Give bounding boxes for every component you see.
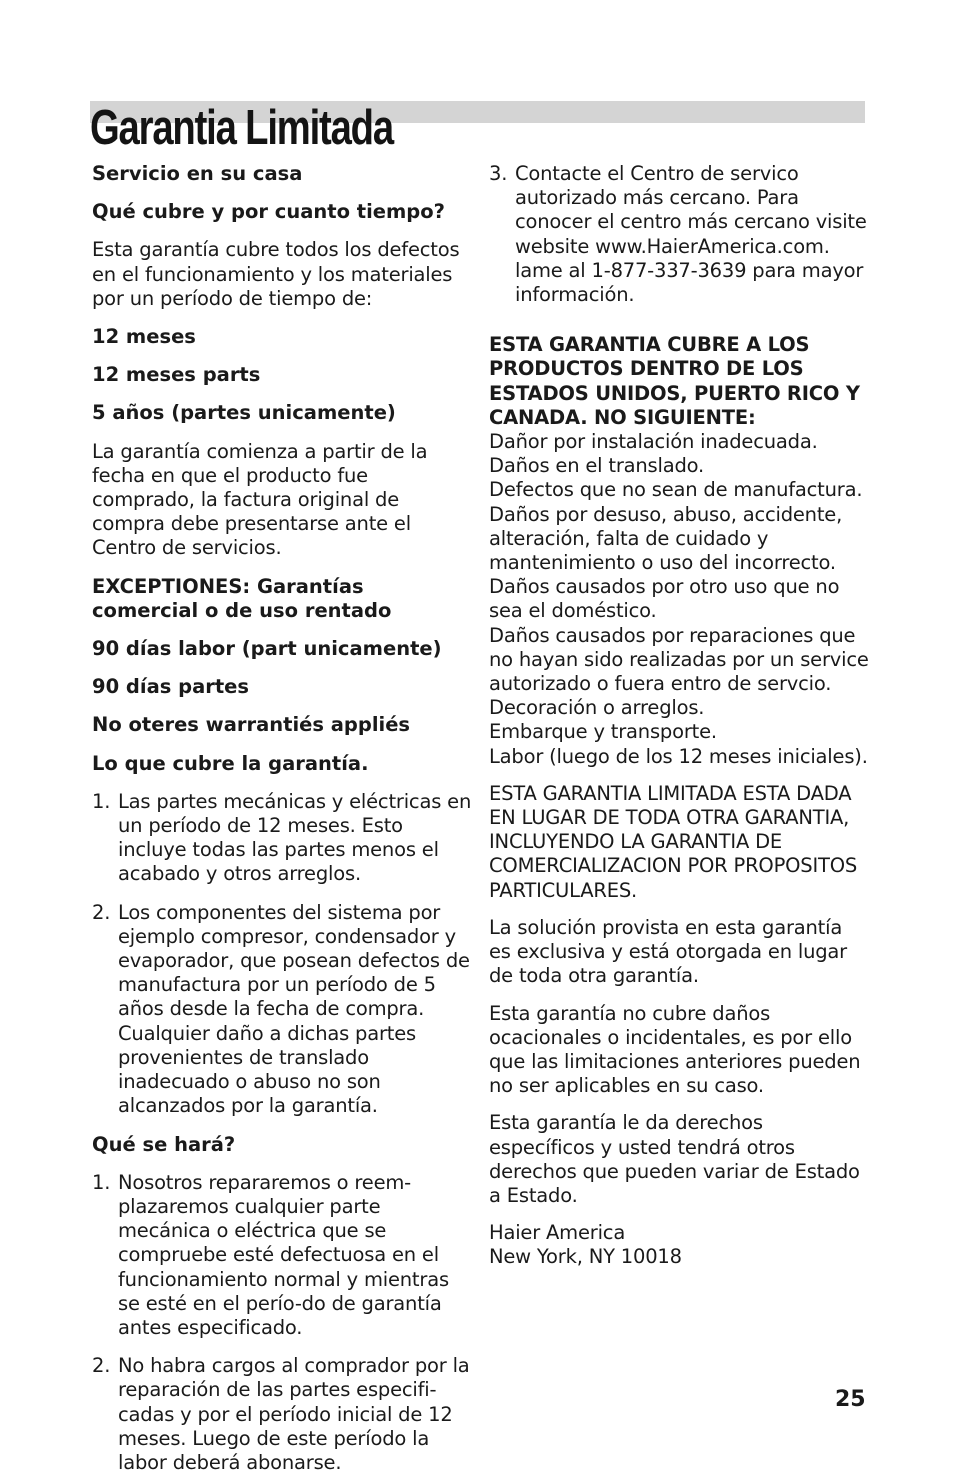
done-item (92, 1171, 472, 1340)
covered-item (92, 901, 472, 1119)
exclusive-solution: La solución provista en esta garantía es exclusiva y está otorgada en lugar de toda otra garantía. (489, 915, 847, 988)
exclusion-item: Embarque y transporte. (489, 720, 717, 744)
specific-rights: Esta garantía le da derechos específicos y usted tendrá otros derechos que pueden variar de Estado a Estado. (489, 1111, 860, 1207)
scope-heading: ESTA GARANTIA CUBRE A LOS PRODUCTOS DENTRO DE LOS ESTADOS UNIDOS, PUERTO RICO Y CANADA. NO SIGUIENTE: (489, 333, 860, 429)
list-text: Las partes mecánicas y eléctricas en un período de 12 meses. Esto incluye todas las partes menos el acabado y otros arreglos. (118, 789, 472, 886)
start-text: La garantía comienza a partir de la fecha en que el producto fue comprado, la factura original de compra debe presentarse ante el Centro de servicios. (92, 439, 428, 560)
what-covered-heading: Lo que cubre la garantía. (92, 751, 369, 775)
list-number: 1. (92, 789, 111, 813)
exclusions-list (489, 430, 869, 769)
parts-90-days: 90 días partes (92, 675, 250, 699)
left-column (92, 162, 472, 1475)
exclusion-item: Daños por desuso, abuso, accidente, alteración, falta de cuidado y mantenimiento o uso del incorrecto. (489, 502, 843, 575)
company-address: New York, NY 10018 (489, 1245, 682, 1269)
exclusion-item: Daños en el translado. (489, 454, 705, 478)
list-number: 2. (92, 900, 111, 924)
list-number: 3. (489, 162, 508, 185)
exclusion-item: Daños causados por reparaciones que no hayan sido realizadas por un service autorizado o fuera entro de servcio. (489, 623, 869, 696)
list-number: 1. (92, 1170, 111, 1194)
page-title: Garantia Limitada (90, 101, 393, 155)
exclusion-item: Defectos que no sean de manufactura. (489, 478, 863, 502)
term-5-years: 5 años (partes unicamente) (92, 401, 396, 425)
list-text: Contacte el Centro de servico autorizado más cercano. Para conocer el centro más cercano visite website www.HaierAmerica.com. lame al 1-877-337-3639 para mayor información. (515, 162, 867, 307)
term-12-months-parts: 12 meses parts (92, 363, 261, 387)
list-text: No habra cargos al comprador por la reparación de las partes especifi-cadas y por el período inicial de 12 meses. Luego de este período la labor deberá abonarse. (118, 1354, 470, 1474)
exclusion-item: Decoración o arreglos. (489, 696, 705, 720)
limited-warranty-caps: ESTA GARANTIA LIMITADA ESTA DADA EN LUGAR DE TODA OTRA GARANTIA, INCLUYENDO LA GARANTIA DE COMERCIALIZACION POR PROPOSITOS PARTICULARES. (489, 781, 858, 902)
exceptions-heading: EXCEPTIONES: Garantías comercial o de uso rentado (92, 574, 392, 622)
exclusion-item: Daños causados por otro uso que no sea el doméstico. (489, 575, 840, 623)
coverage-intro: Esta garantía cubre todos los defectos en el funcionamiento y los materiales por un período de tiempo de: (92, 238, 460, 310)
term-12-months: 12 meses (92, 325, 196, 349)
incidental-damages: Esta garantía no cubre daños ocacionales o incidentales, es por ello que las limitaciones anteriores pueden no ser aplicables en su caso. (489, 1001, 861, 1098)
list-number: 2. (92, 1354, 111, 1378)
heading-service: Servicio en su casa (92, 162, 303, 185)
no-other-warranties: No oteres warrantiés appliés (92, 713, 411, 737)
list-text: Nosotros repararemos o reem-plazaremos cualquier parte mecánica o eléctrica que se compruebe esté defectuosa en el funcionamiento normal y mientras se esté en el perío-do de garantía antes especificado. (118, 1170, 449, 1339)
company-name: Haier America (489, 1221, 626, 1245)
exclusion-item: Dañor por instalación inadecuada. (489, 430, 818, 454)
page-number: 25 (835, 1387, 866, 1412)
list-text: Los componentes del sistema por ejemplo compresor, condensador y evaporador, que posean defectos de manufactura por un período de 5 años desde la fecha de compra. Cualquier daño a dichas partes provenientes de translado inadecuado o abuso no son alcanzados por la garantía. (118, 900, 470, 1118)
labor-90-days: 90 días labor (part unicamente) (92, 637, 442, 661)
heading-coverage: Qué cubre y por cuanto tiempo? (92, 200, 445, 224)
right-column (489, 162, 869, 1270)
exclusion-item: Labor (luego de los 12 meses iniciales). (489, 744, 868, 768)
contact-item (489, 162, 869, 307)
what-done-heading: Qué se hará? (92, 1132, 236, 1156)
done-item (92, 1354, 472, 1475)
covered-item (92, 790, 472, 887)
